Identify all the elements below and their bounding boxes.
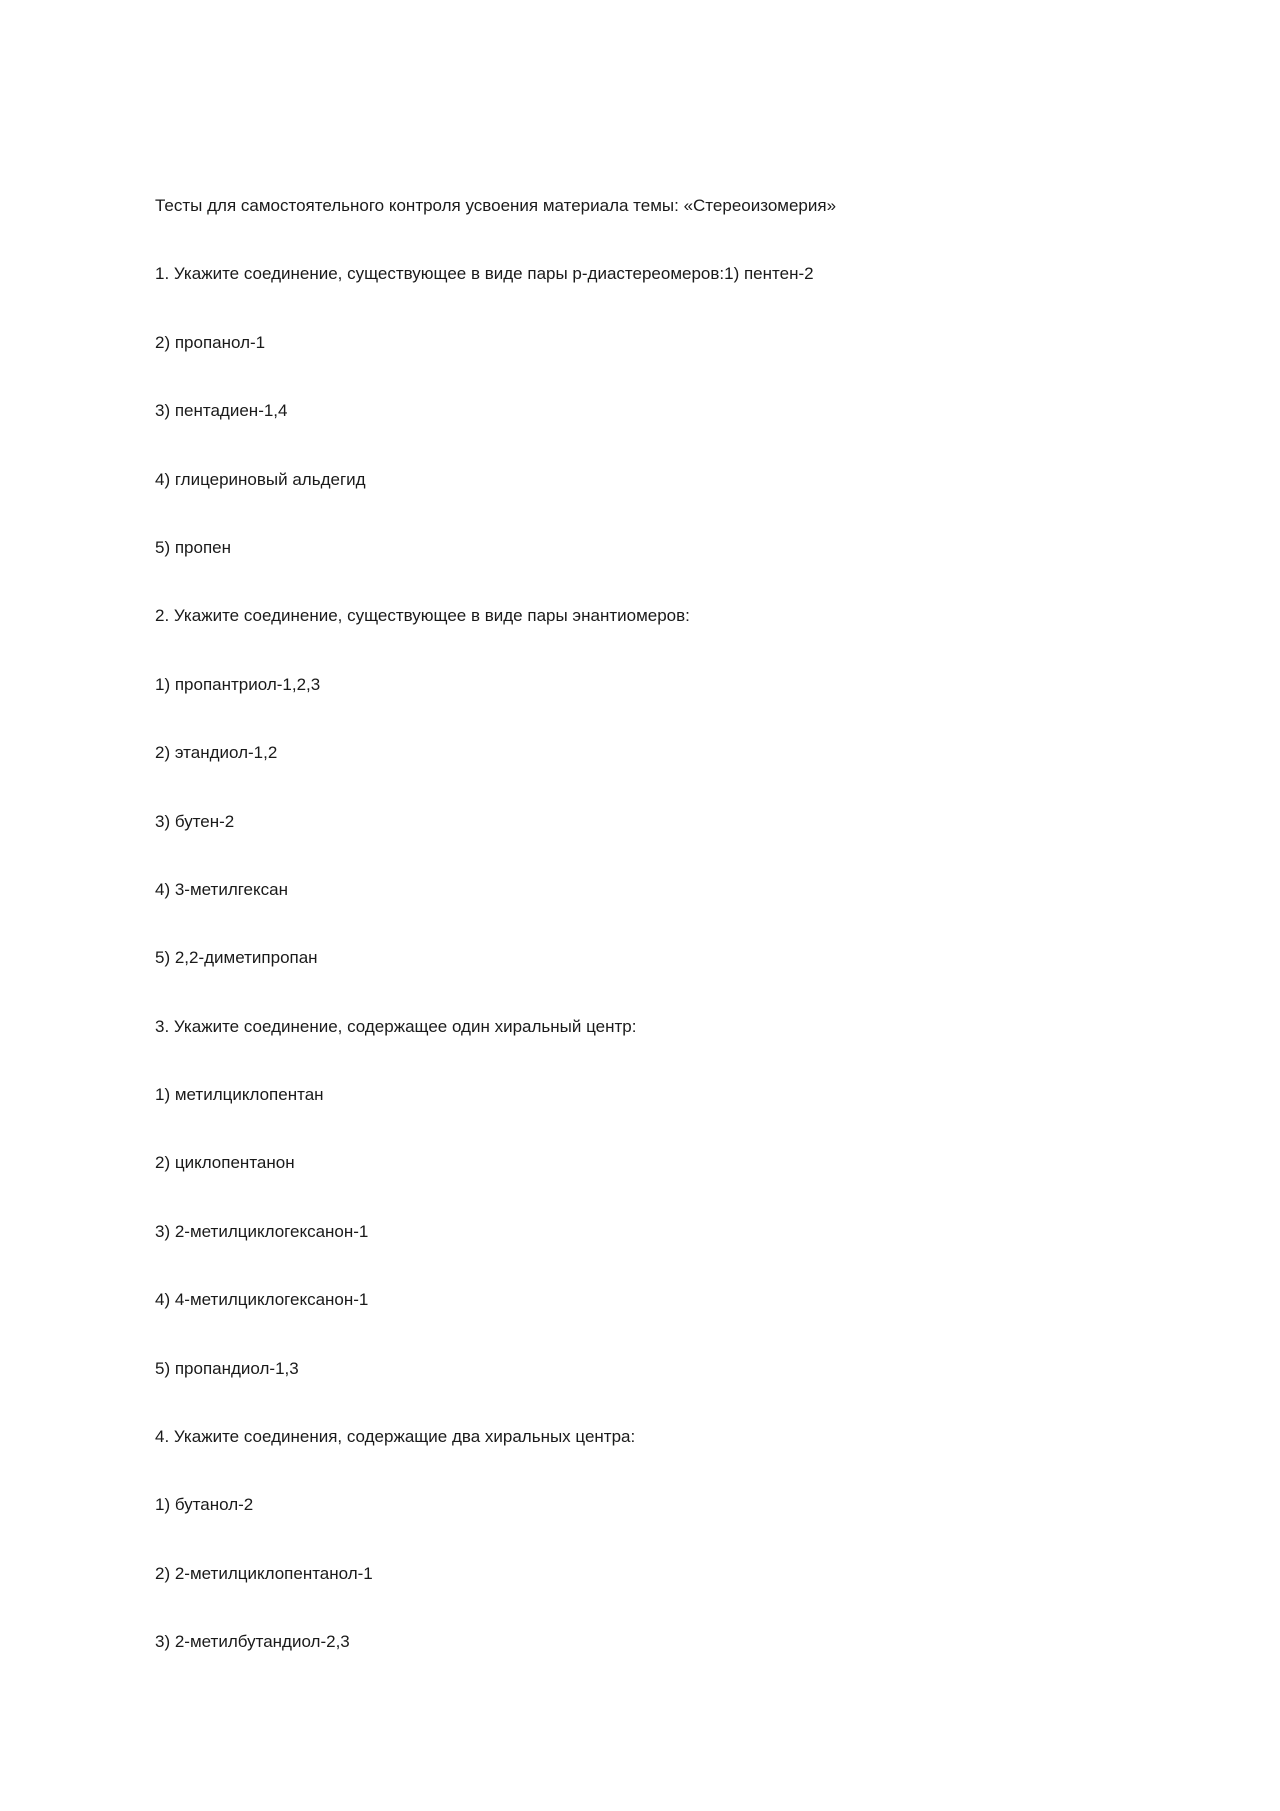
q2-option-4: 4) 3-метилгексан	[155, 879, 288, 899]
q3-option-5: 5) пропандиол-1,3	[155, 1358, 299, 1378]
q2-option-3: 3) бутен-2	[155, 811, 235, 831]
q2-option-1: 1) пропантриол-1,2,3	[155, 674, 321, 694]
question-2: 2. Укажите соединение, существующее в виде пары энантиомеров:	[155, 606, 690, 626]
document-body	[155, 195, 1155, 1700]
question-3: 3. Укажите соединение, содержащее один хиральный центр:	[155, 1016, 637, 1036]
q4-option-1: 1) бутанол-2	[155, 1495, 254, 1515]
question-1: 1. Укажите соединение, существующее в виде пары р-диастереомеров:1) пентен-2	[155, 264, 814, 284]
q1-option-5: 5) пропен	[155, 537, 232, 557]
q1-option-4: 4) глицериновый альдегид	[155, 469, 366, 489]
q4-option-2: 2) 2-метилциклопентанол-1	[155, 1563, 373, 1583]
q4-option-3: 3) 2-метилбутандиол-2,3	[155, 1632, 350, 1652]
q1-option-2: 2) пропанол-1	[155, 332, 266, 352]
question-4: 4. Укажите соединения, содержащие два хиральных центра:	[155, 1427, 636, 1447]
q3-option-3: 3) 2-метилциклогексанон-1	[155, 1221, 369, 1241]
q3-option-2: 2) циклопентанон	[155, 1153, 295, 1173]
q3-option-1: 1) метилциклопентан	[155, 1085, 324, 1105]
q3-option-4: 4) 4-метилциклогексанон-1	[155, 1290, 369, 1310]
document-title: Тесты для самостоятельного контроля усвоения материала темы: «Стереоизомерия»	[155, 196, 837, 215]
q2-option-5: 5) 2,2-диметипропан	[155, 948, 318, 968]
q1-option-3: 3) пентадиен-1,4	[155, 401, 288, 421]
q2-option-2: 2) этандиол-1,2	[155, 743, 278, 763]
